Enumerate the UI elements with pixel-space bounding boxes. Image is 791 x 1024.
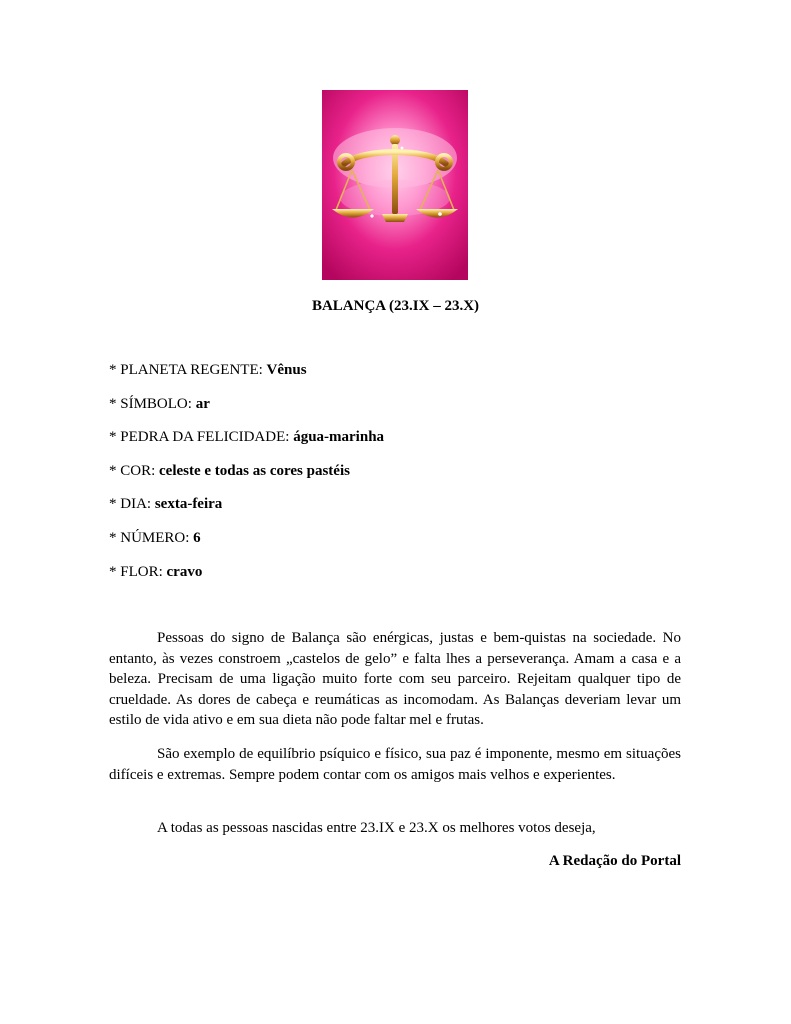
attribute-value: 6 [193,530,201,546]
attribute-label: * DIA: [109,496,155,512]
attribute-value: celeste e todas as cores pastéis [159,463,350,479]
page-title: BALANÇA (23.IX – 23.X) [311,298,480,314]
libra-scales-icon [322,90,468,280]
attribute-label: * PLANETA REGENTE: [109,362,267,378]
attribute-value: sexta-feira [154,496,223,512]
attribute-value: Vênus [266,362,307,378]
attribute-label: * SÍMBOLO: [109,396,196,412]
paragraph-text: São exemplo de equilíbrio psíquico e físico, sua paz é imponente, mesmo em situações difíceis e extremas. Sempre podem contar com os amigos mais velhos e experientes. [109,746,681,783]
attribute-value: água-marinha [293,429,385,445]
attribute-label: * COR: [109,463,160,479]
body-paragraph [109,744,681,785]
attribute-stone [109,429,384,446]
attribute-value: ar [195,396,210,412]
closing-text: A todas as pessoas nascidas entre 23.IX e 23.X os melhores votos deseja, [157,820,596,836]
attribute-flower [109,564,202,581]
attribute-color [109,463,350,480]
attribute-label: * NÚMERO: [109,530,194,546]
paragraph-text: Pessoas do signo de Balança são enérgicas, justas e bem-quistas na sociedade. No entanto, às vezes constroem „castelos de gelo” e falta lhes a perseverança. Amam a casa e a beleza. Precisam de uma ligação muito forte com seu parceiro. Rejeitam qualquer tipo de crueldade. As dores de cabeça e reumáticas as incomodam. As Balanças deveriam levar um estilo de vida ativo e em sua dieta não pode faltar mel e frutas. [109,630,681,728]
attribute-number [109,530,201,547]
attribute-symbol [109,396,210,413]
body-paragraph [109,628,681,731]
signature: A Redação do Portal [548,853,681,869]
attribute-day [109,496,222,513]
attribute-label: * FLOR: [109,564,167,580]
attribute-value: cravo [166,564,203,580]
attribute-label: * PEDRA DA FELICIDADE: [109,429,294,445]
attribute-planet [109,362,307,379]
closing-line [109,820,681,837]
